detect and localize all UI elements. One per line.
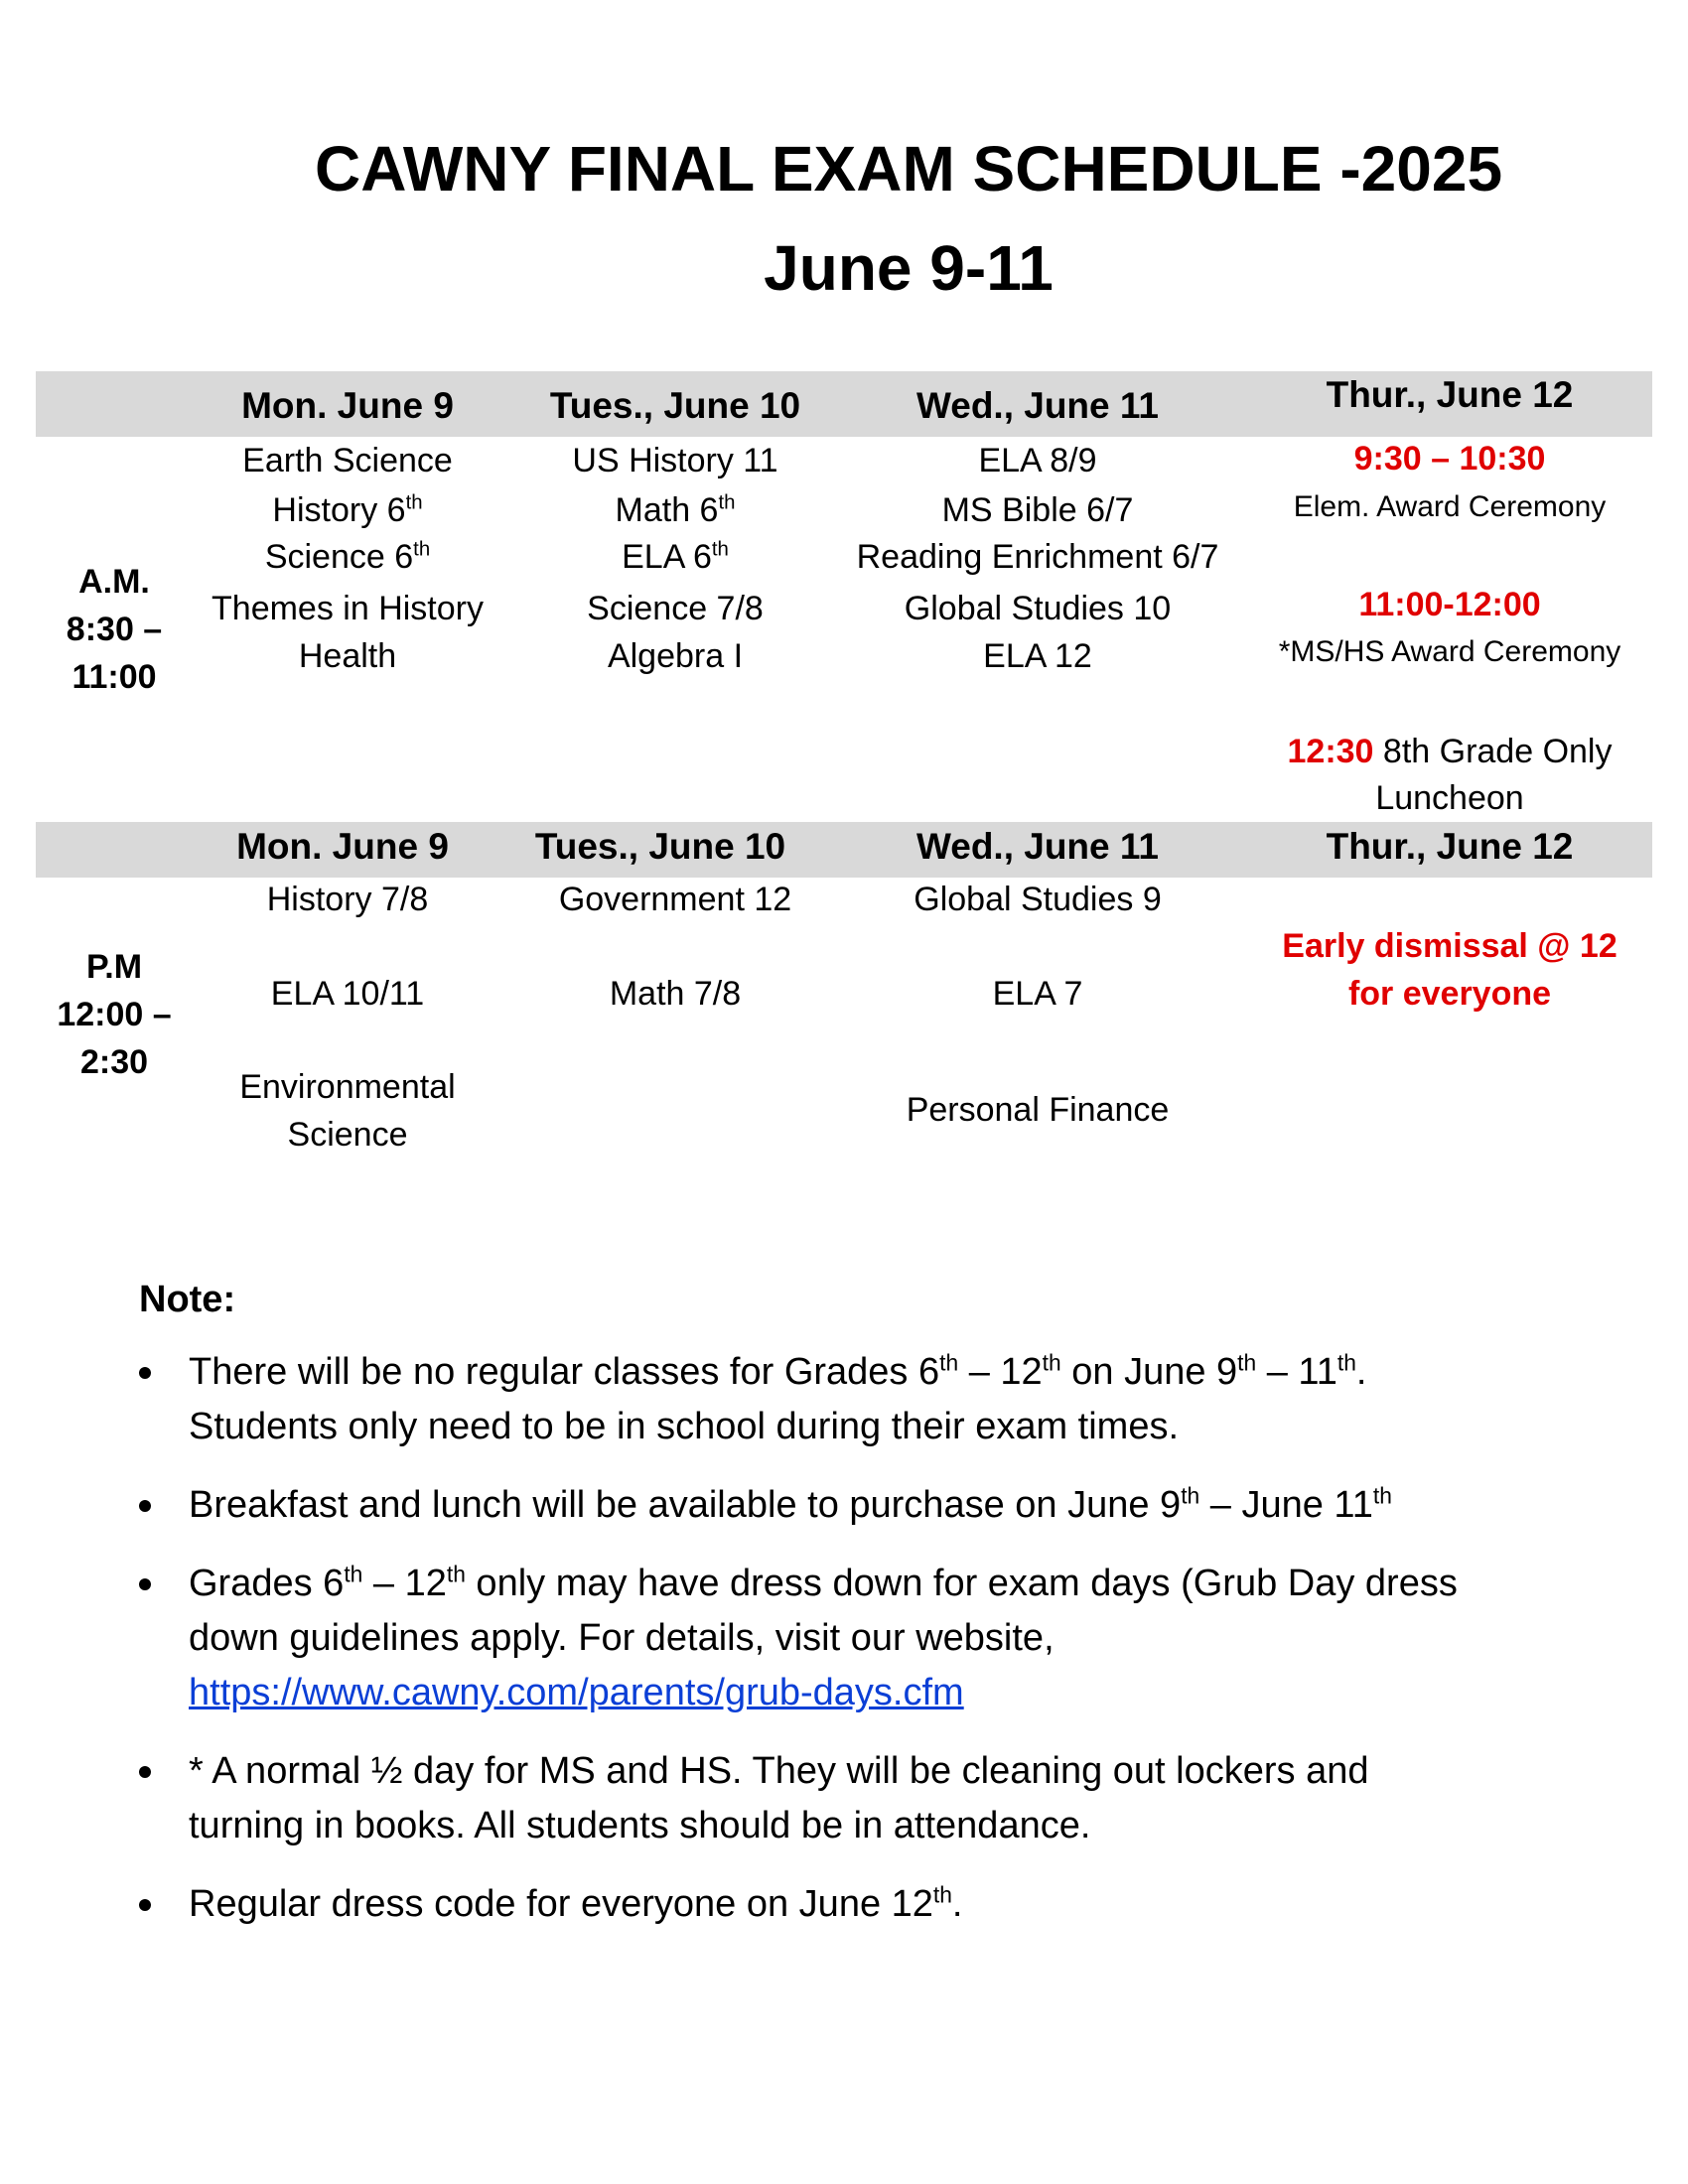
bullet-icon	[139, 1766, 151, 1778]
am-tue-r2-text: Math 6	[615, 491, 719, 529]
note-5-line-1	[189, 1877, 1579, 1932]
note-3-sup-2: th	[446, 1561, 466, 1587]
am-thu-event-2: *MS/HS Award Ceremony	[1278, 635, 1621, 668]
am-header-wed: Wed., June 11	[915, 385, 1160, 426]
am-header-tue: Tues., June 10	[549, 385, 801, 426]
grub-days-link[interactable]: https://www.cawny.com/parents/grub-days.cfm	[189, 1672, 964, 1713]
am-tue-r3-sup: th	[711, 538, 729, 561]
note-item	[139, 1744, 1579, 1853]
am-mon-r4: Themes in History	[211, 590, 484, 627]
note-1-sup-1: th	[939, 1349, 959, 1376]
note-2-b: – June 11	[1199, 1484, 1373, 1526]
note-item	[139, 1877, 1579, 1932]
note-5-b: .	[951, 1883, 963, 1925]
note-1-c: on June 9	[1060, 1351, 1238, 1393]
note-1-sup-2: th	[1042, 1349, 1061, 1376]
pm-tue-r2: Math 7/8	[609, 975, 742, 1013]
pm-mon-r3a: Environmental	[239, 1068, 456, 1106]
pm-wed-r2: ELA 7	[992, 975, 1083, 1013]
am-mon-r3-text: Science 6	[264, 538, 414, 576]
bullet-icon	[139, 1899, 151, 1911]
pm-thu-line-2: for everyone	[1347, 975, 1552, 1013]
note-2-a: Breakfast and lunch will be available to purchase on June 9	[189, 1484, 1182, 1526]
am-wed-r1: ELA 8/9	[978, 442, 1097, 479]
am-thu-event-3	[1261, 728, 1638, 775]
am-tue-r2-sup: th	[718, 491, 736, 514]
am-mon-r2	[189, 486, 506, 534]
notes-title: Note:	[139, 1279, 236, 1320]
note-item	[139, 1478, 1579, 1533]
pm-label-line-1: P.M	[85, 948, 143, 986]
bullet-icon	[139, 1367, 151, 1379]
am-mon-r2-sup: th	[405, 491, 423, 514]
pm-wed-r1: Global Studies 9	[914, 881, 1162, 918]
title-line-1: CAWNY FINAL EXAM SCHEDULE -2025	[314, 133, 1503, 205]
am-tue-r2	[511, 486, 839, 534]
bullet-icon	[139, 1578, 151, 1590]
am-mon-r5: Health	[298, 637, 397, 675]
am-tue-r3	[511, 533, 839, 581]
note-5-a: Regular dress code for everyone on June 12	[189, 1883, 933, 1925]
pm-time-label	[40, 943, 189, 1086]
note-5-sup: th	[932, 1881, 952, 1908]
am-tue-r3-text: ELA 6	[622, 538, 712, 576]
note-3-c: only may have dress down for exam days (Grub Day dress	[465, 1563, 1458, 1604]
am-header-thu: Thur., June 12	[1326, 374, 1574, 415]
am-tue-r4: Science 7/8	[587, 590, 764, 627]
pm-wed-r3: Personal Finance	[906, 1091, 1170, 1129]
am-thu-time-3: 12:30	[1287, 733, 1374, 770]
note-3-sup-1: th	[344, 1561, 363, 1587]
pm-header-mon: Mon. June 9	[236, 826, 449, 867]
note-3-a: Grades 6	[189, 1563, 345, 1604]
note-1-sup-4: th	[1336, 1349, 1356, 1376]
note-2-sup-2: th	[1372, 1482, 1392, 1509]
pm-label-line-2: 12:00 –	[57, 996, 172, 1033]
pm-label-line-3: 2:30	[79, 1043, 149, 1081]
note-3-line-2: down guidelines apply. For details, visit our website,	[189, 1617, 1055, 1659]
am-label-line-1: A.M.	[78, 563, 150, 601]
am-wed-r5: ELA 12	[983, 637, 1092, 675]
note-1-a: There will be no regular classes for Grades 6	[189, 1351, 940, 1393]
pm-mon-r1: History 7/8	[266, 881, 429, 918]
am-mon-r2-text: History 6	[272, 491, 406, 529]
am-thu-time-2: 11:00-12:00	[1358, 586, 1541, 623]
am-tue-r5: Algebra I	[607, 637, 744, 675]
note-4-line-1: * A normal ½ day for MS and HS. They will be cleaning out lockers and	[189, 1750, 1369, 1792]
note-3-line-3	[189, 1666, 1579, 1720]
note-1-sup-3: th	[1237, 1349, 1257, 1376]
note-item	[139, 1557, 1579, 1720]
am-thu-event-1: Elem. Award Ceremony	[1293, 490, 1607, 523]
am-thu-time-1: 9:30 – 10:30	[1353, 440, 1546, 478]
notes-list	[139, 1345, 1579, 1956]
note-1-b: – 12	[958, 1351, 1043, 1393]
am-mon-r1: Earth Science	[242, 442, 453, 479]
am-thu-event-3a: 8th Grade Only	[1373, 733, 1613, 770]
am-time-label	[40, 558, 189, 701]
am-mon-r3	[189, 533, 506, 581]
note-1-d: – 11	[1256, 1351, 1337, 1393]
note-2-line-1	[189, 1478, 1579, 1533]
pm-mon-r2: ELA 10/11	[270, 975, 425, 1013]
note-1-line-1	[189, 1345, 1579, 1400]
note-item	[139, 1345, 1579, 1454]
pm-header-wed: Wed., June 11	[915, 826, 1160, 867]
note-3-line-1	[189, 1557, 1579, 1611]
am-label-line-2: 8:30 –	[66, 611, 163, 648]
am-wed-r3: Reading Enrichment 6/7	[856, 538, 1219, 576]
bullet-icon	[139, 1500, 151, 1512]
title-line-2: June 9-11	[764, 232, 1054, 304]
am-label-line-3: 11:00	[71, 658, 157, 696]
note-1-line-2: Students only need to be in school during their exam times.	[189, 1406, 1180, 1447]
am-thu-event-3b: Luncheon	[1375, 779, 1524, 817]
note-3-b: – 12	[362, 1563, 447, 1604]
pm-mon-r3b: Science	[287, 1116, 408, 1154]
pm-header-tue: Tues., June 10	[534, 826, 786, 867]
am-wed-r2: MS Bible 6/7	[941, 491, 1134, 529]
am-wed-r4: Global Studies 10	[904, 590, 1172, 627]
pm-header-thu: Thur., June 12	[1326, 826, 1574, 867]
pm-tue-r1: Government 12	[558, 881, 792, 918]
pm-thu-line-1: Early dismissal @ 12	[1282, 927, 1618, 965]
note-2-sup-1: th	[1181, 1482, 1200, 1509]
note-1-e: .	[1355, 1351, 1367, 1393]
note-4-line-2: turning in books. All students should be in attendance.	[189, 1805, 1091, 1846]
am-mon-r3-sup: th	[413, 538, 431, 561]
am-header-mon: Mon. June 9	[241, 385, 454, 426]
am-tue-r1: US History 11	[572, 442, 778, 479]
